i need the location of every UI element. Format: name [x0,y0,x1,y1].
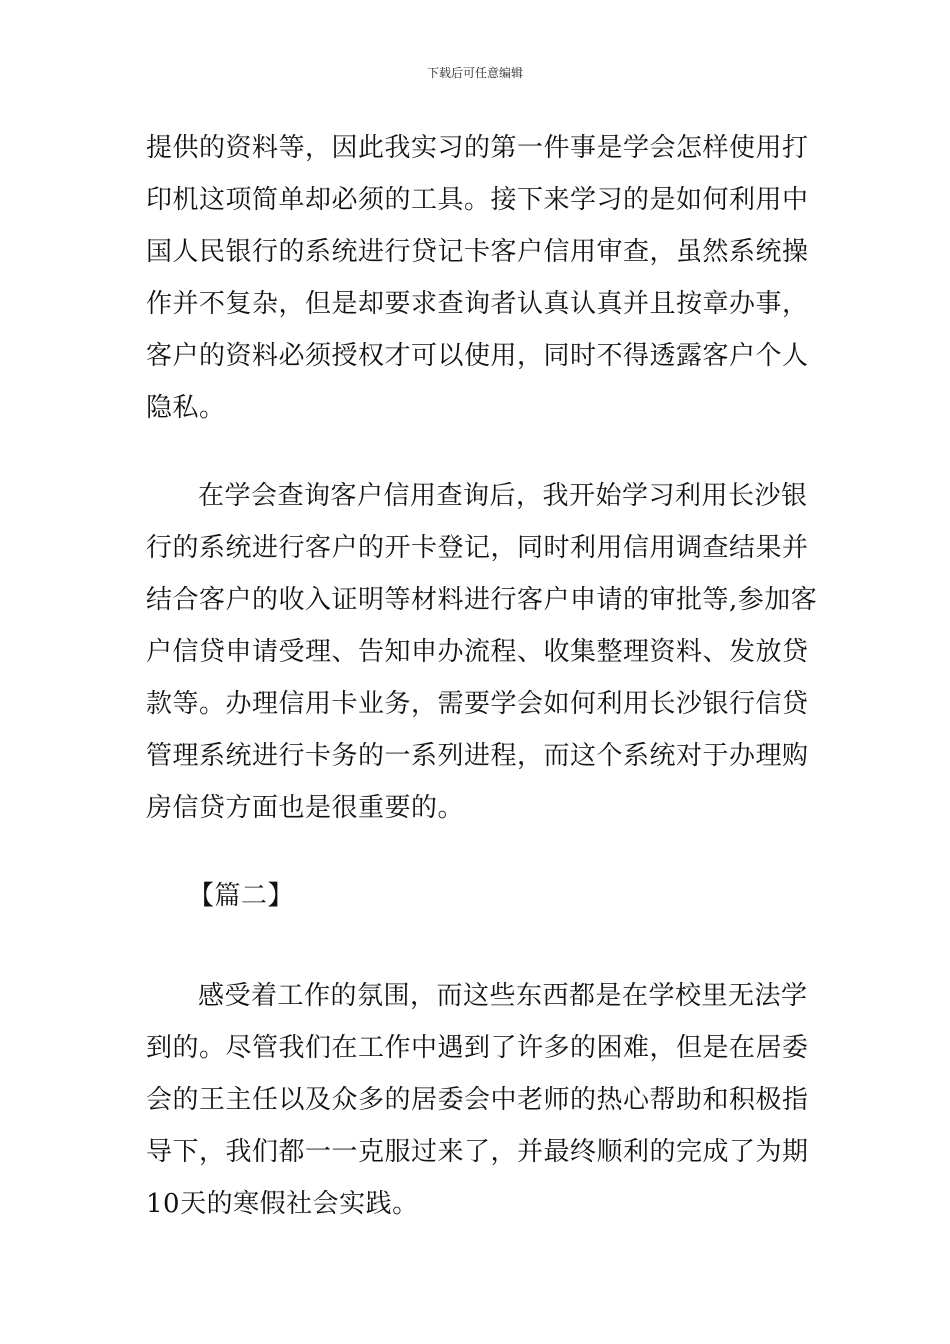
paragraph-line: 10天的寒假社会实践。 [146,1189,419,1219]
paragraph-line: 到的。尽管我们在工作中遇到了许多的困难，但是在居委 [146,1033,809,1063]
paragraph-line: 户信贷申请受理、告知申办流程、收集整理资料、发放贷 [146,637,809,667]
paragraph-line: 房信贷方面也是很重要的。 [146,793,465,823]
paragraph-line: 客户的资料必须授权才可以使用，同时不得透露客户个人 [146,341,809,371]
page-header-note: 下载后可任意编辑 [426,66,523,80]
paragraph-line: 行的系统进行客户的开卡登记，同时利用信用调查结果并 [146,533,809,563]
paragraph-line: 隐私。 [146,393,226,423]
paragraph-line: 在学会查询客户信用查询后，我开始学习利用长沙银 [198,481,808,511]
paragraph-line: 导下，我们都一一克服过来了，并最终顺利的完成了为期 [146,1137,809,1167]
paragraph-line: 管理系统进行卡务的一系列进程，而这个系统对于办理购 [146,741,809,771]
paragraph-line: 提供的资料等，因此我实习的第一件事是学会怎样使用打 [146,133,809,163]
paragraph-line: 作并不复杂，但是却要求查询者认真认真并且按章办事， [146,289,809,319]
paragraph-line: 结合客户的收入证明等材料进行客户申请的审批等,参加客 [146,585,818,615]
paragraph-line: 款等。办理信用卡业务，需要学会如何利用长沙银行信贷 [146,689,809,719]
paragraph-line: 感受着工作的氛围，而这些东西都是在学校里无法学 [198,981,808,1011]
paragraph-line: 国人民银行的系统进行贷记卡客户信用审查，虽然系统操 [146,237,809,267]
paragraph-line: 会的王主任以及众多的居委会中老师的热心帮助和积极指 [146,1085,809,1115]
section-heading-text: 【篇二】 [188,881,295,911]
paragraph-line: 印机这项简单却必须的工具。接下来学习的是如何利用中 [146,185,809,215]
